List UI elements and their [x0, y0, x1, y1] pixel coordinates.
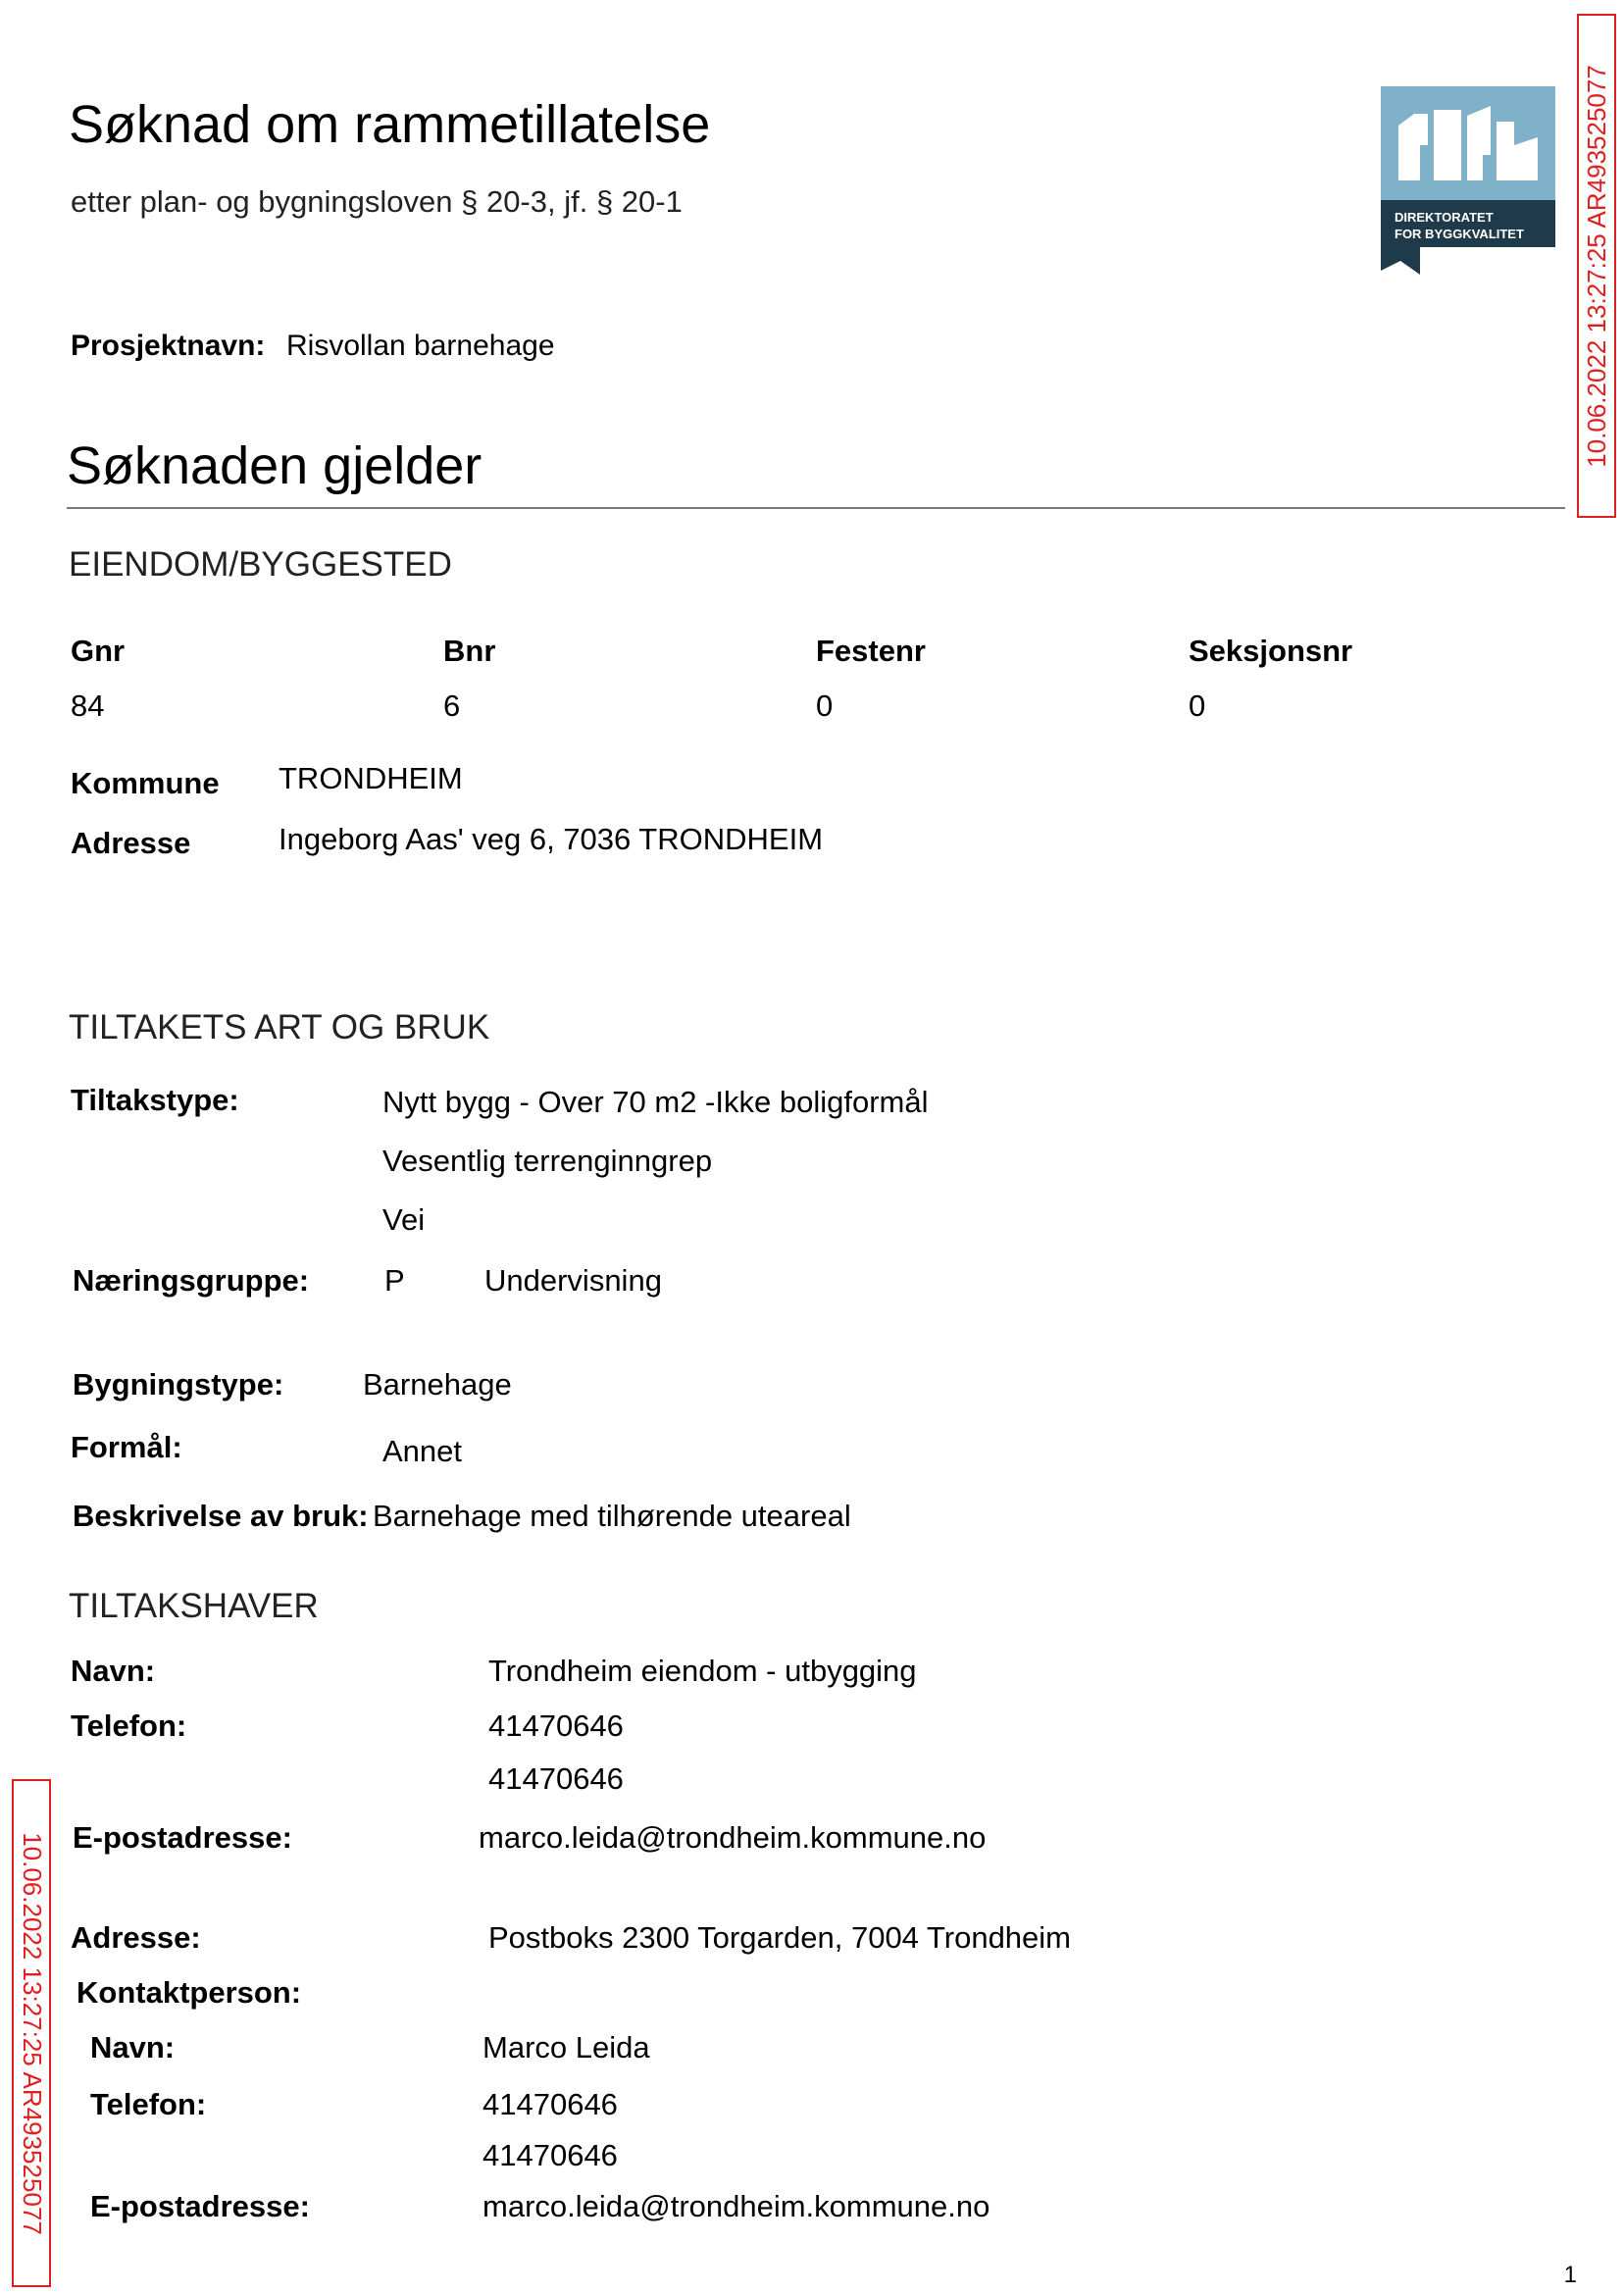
- bygningstype-label: Bygningstype:: [73, 1367, 284, 1402]
- kontakt-navn-value: Marco Leida: [482, 2030, 650, 2065]
- tiltakshaver-navn-label: Navn:: [71, 1654, 156, 1688]
- project-label: Prosjektnavn:: [71, 330, 266, 362]
- eiendom-heading: EIENDOM/BYGGESTED: [69, 545, 452, 584]
- kontakt-epost-label: E-postadresse:: [90, 2189, 310, 2223]
- tiltakshaver-epost-value: marco.leida@trondheim.kommune.no: [479, 1820, 987, 1855]
- naeringsgruppe-label: Næringsgruppe:: [73, 1263, 310, 1298]
- logo-text-line2: FOR BYGGKVALITET: [1395, 227, 1524, 241]
- logo-text-line1: DIREKTORATET: [1395, 210, 1494, 225]
- gnr-value: 84: [71, 688, 105, 723]
- tiltak-heading: TILTAKETS ART OG BRUK: [69, 1008, 490, 1046]
- tiltakshaver-adresse-label: Adresse:: [71, 1920, 201, 1955]
- bnr-value: 6: [443, 688, 461, 723]
- kommune-value: TRONDHEIM: [279, 761, 463, 795]
- dibk-logo: [1381, 86, 1555, 275]
- kontakt-navn-label: Navn:: [90, 2030, 176, 2065]
- timestamp-stamp-bottom: [12, 1779, 51, 2287]
- document-subtitle: etter plan- og bygningsloven § 20-3, jf. § 20-1: [71, 184, 683, 219]
- stamp-text: 10.06.2022 13:27:25 AR493525077: [17, 1831, 47, 2235]
- kontakt-telefon-label: Telefon:: [90, 2087, 207, 2121]
- tiltakstype-value: Vesentlig terrenginngrep: [382, 1144, 713, 1178]
- naeringsgruppe-value: Undervisning: [484, 1263, 662, 1298]
- col-festenr-label: Festenr: [816, 634, 926, 668]
- tiltakstype-value: Vei: [382, 1202, 426, 1237]
- kontakt-epost-value: marco.leida@trondheim.kommune.no: [482, 2189, 990, 2223]
- seksjonsnr-value: 0: [1189, 688, 1206, 723]
- adresse-label: Adresse: [71, 826, 191, 860]
- col-seksjonsnr-label: Seksjonsnr: [1189, 634, 1353, 668]
- formal-value: Annet: [382, 1434, 463, 1468]
- timestamp-stamp-top: [1577, 14, 1616, 518]
- beskrivelse-label: Beskrivelse av bruk:: [73, 1499, 369, 1533]
- tiltakstype-value: Nytt bygg - Over 70 m2 -Ikke boligformål: [382, 1085, 929, 1119]
- tiltakshaver-telefon-value: 41470646: [488, 1708, 624, 1743]
- tiltakshaver-epost-label: E-postadresse:: [73, 1820, 292, 1855]
- naeringsgruppe-code: P: [384, 1263, 405, 1298]
- page-number: 1: [1563, 2262, 1577, 2288]
- formal-label: Formål:: [71, 1430, 182, 1464]
- adresse-value: Ingeborg Aas' veg 6, 7036 TRONDHEIM: [279, 822, 824, 856]
- col-gnr-label: Gnr: [71, 634, 126, 668]
- festenr-value: 0: [816, 688, 834, 723]
- tiltakshaver-adresse-value: Postboks 2300 Torgarden, 7004 Trondheim: [488, 1920, 1071, 1955]
- tiltakshaver-telefon-label: Telefon:: [71, 1708, 187, 1743]
- stamp-text: 10.06.2022 13:27:25 AR493525077: [1581, 64, 1611, 468]
- section-heading: Søknaden gjelder: [67, 436, 482, 495]
- kommune-label: Kommune: [71, 766, 220, 800]
- beskrivelse-value: Barnehage med tilhørende uteareal: [373, 1499, 851, 1533]
- tiltakshaver-telefon-value: 41470646: [488, 1761, 624, 1796]
- tiltakshaver-heading: TILTAKSHAVER: [69, 1587, 319, 1625]
- col-bnr-label: Bnr: [443, 634, 496, 668]
- kontaktperson-label: Kontaktperson:: [76, 1975, 302, 2010]
- kontakt-telefon-value: 41470646: [482, 2087, 618, 2121]
- kontakt-telefon-value: 41470646: [482, 2138, 618, 2172]
- section-divider: [67, 507, 1565, 509]
- bygningstype-value: Barnehage: [363, 1367, 512, 1402]
- document-title: Søknad om rammetillatelse: [69, 95, 711, 154]
- tiltakshaver-navn-value: Trondheim eiendom - utbygging: [488, 1654, 917, 1688]
- tiltakstype-label: Tiltakstype:: [71, 1083, 239, 1117]
- project-value: Risvollan barnehage: [286, 330, 555, 362]
